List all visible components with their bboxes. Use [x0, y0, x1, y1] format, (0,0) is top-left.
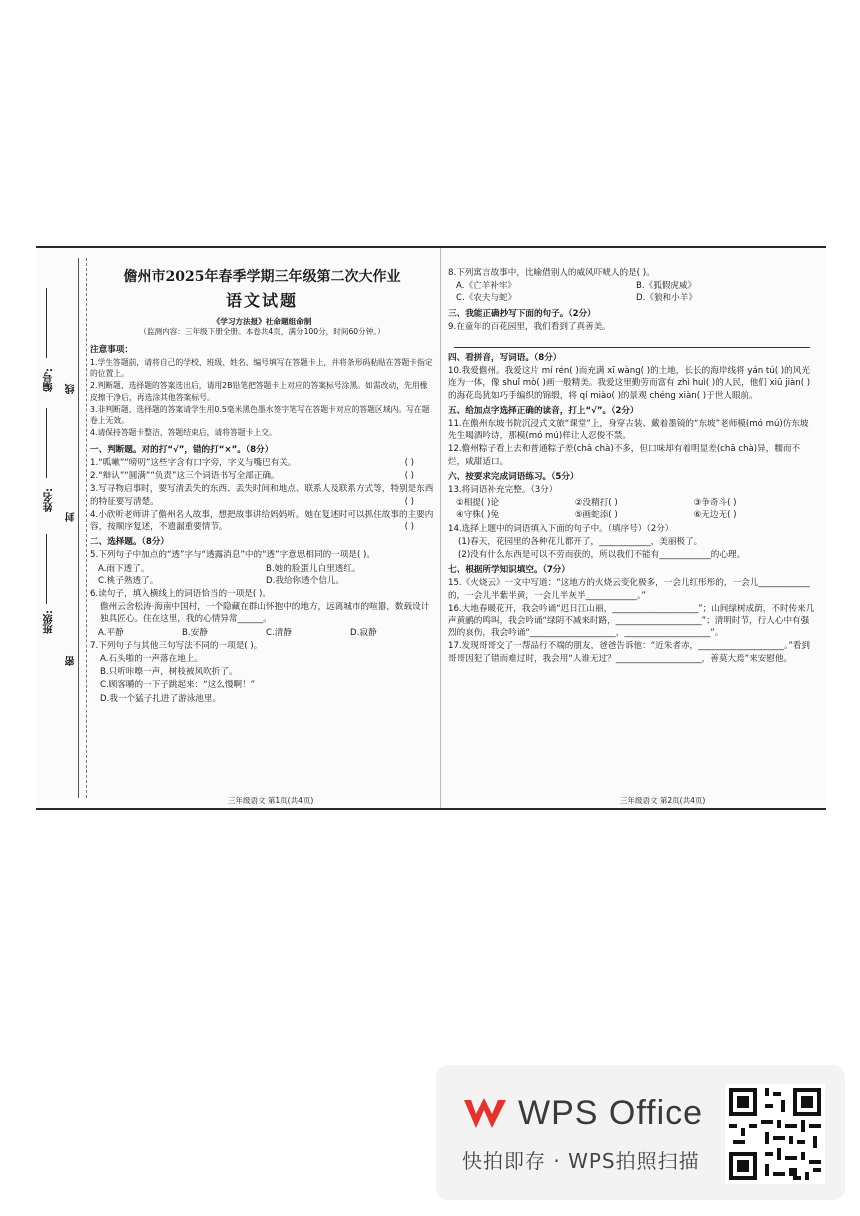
- option-d: D.我给你透个信儿。: [266, 575, 345, 586]
- question-10: 10.我爱儋州。我爱这片 mí rén( )而充满 xī wàng( )的土地，长长的海岸线将 yán tú( )的风光连为一体，像 shuǐ mò( )画一般精美。我爱这里勤劳而富有 zhì huì( )的人民，他们 xiū jiàn( )的海花岛犹如巧手编织的锦缎，将 qí miào( )的景观 chéng xiàn( )于世人眼前。: [448, 366, 811, 401]
- question-14-line-2: (2)没有什么东西是可以不劳而获的，所以我们不能有____________的心理。: [458, 550, 746, 561]
- cut-mark-seal: 封: [66, 512, 77, 522]
- note-4: 4.请保持答题卡整洁，答题结束后，请将答题卡上交。: [90, 427, 277, 437]
- page-1-footer: 三年级语文 第1页(共4页): [228, 796, 314, 805]
- cut-mark-line: 线: [66, 384, 77, 394]
- section-5-heading: 五、给加点字选择正确的读音，打上“√”。（2分）: [448, 405, 639, 416]
- section-2-heading: 二、选择题。（8分）: [90, 537, 170, 548]
- idiom-item: ⑥无边无( ): [693, 510, 737, 521]
- wps-brand-name: WPS Office: [518, 1094, 704, 1132]
- section-7-heading: 七、根据所学知识填空。（7分）: [448, 565, 570, 576]
- question-5: 5.下列句子中加点的“透”字与“透露消息”中的“透”字意思相同的一项是( )。: [90, 550, 375, 561]
- exam-subtitle: 语文试题: [225, 290, 298, 310]
- exam-title: 儋州市2025年春季学期三年级第二次大作业: [123, 269, 401, 285]
- option-d: D.《狼和小羊》: [636, 293, 697, 304]
- question-7: 7.下列句子与其他三句写法不同的一项是( )。: [90, 640, 263, 651]
- wps-logo-icon: [462, 1096, 512, 1132]
- option-c: C.顾客嚼的一下子跳起来：“这么慢啊！”: [100, 680, 256, 691]
- binding-margin: [36, 248, 94, 808]
- question-6: 6.读句子，填入横线上的词语恰当的一项是( )。: [90, 589, 271, 600]
- question-8: 8.下列寓言故事中，比喻借别人的威风吓唬人的是( )。: [448, 268, 655, 278]
- scanned-exam-paper: [36, 246, 826, 810]
- answer-paren: ( ): [404, 458, 414, 468]
- question-6-options: [90, 627, 434, 639]
- note-1: 1.学生答题前，请将自己的学校、班级、姓名、编号填写在答题卡上，并将条形码粘贴在答题卡指定的位置上。: [90, 358, 433, 379]
- question-3: [90, 483, 434, 507]
- option-c: C.桃子熟透了。: [98, 575, 159, 586]
- idiom-item: ⑤画蛇添( ): [574, 510, 618, 521]
- answer-paren: ( ): [404, 522, 414, 533]
- exam-scope: （监测内容：三年级下册全册。本卷共4页，满分100分，时间60分钟。）: [139, 327, 385, 337]
- question-4-text: 4.小欣听老师讲了儋州名人故事，想把故事讲给妈妈听。她在复述时可以抓住故事的主要内容，按顺序复述，不遗漏重要情节。: [90, 509, 434, 533]
- question-9: 9.在童年的百花园里，我们看到了真善美。: [448, 321, 611, 332]
- question-11: 11.在儋州东坡书院沉浸式文旅“课堂”上，身穿古装、戴着墨镜的“东坡”老师模(mó mú)仿东坡先生喝酒吟诗，那模(mó mú)样让人忍俊不禁。: [448, 419, 809, 442]
- number-field: [46, 288, 47, 358]
- margin-label-name: 姓名:: [44, 488, 55, 512]
- copy-answer-line: [454, 335, 810, 348]
- question-3-text: 3.写寻物启事时，要写清丢失的东西、丢失时间和地点、联系人及联系方式等，特别是东西的特征要写清楚。: [90, 484, 434, 507]
- question-15: 15.《火烧云》一文中写道：“这地方的火烧云变化极多，一会儿红彤彤的，一会儿____________的，一会儿半紫半黄，一会儿半灰半____________。”: [448, 578, 810, 601]
- name-field: [46, 408, 47, 478]
- question-13: 13.将词语补充完整。（3分）: [448, 485, 558, 496]
- answer-paren: ( ): [404, 471, 414, 482]
- section-4-heading: 四、看拼音，写词语。（8分）: [448, 353, 562, 364]
- option-c: C.《农夫与蛇》: [456, 293, 517, 304]
- question-14: 14.选择上题中的词语填入下面的句子中。（填序号）（2分）: [448, 523, 674, 534]
- idiom-item: ①相提( )论: [456, 498, 499, 509]
- option-b: B.只听咔嚓一声，树枝被风吹折了。: [100, 667, 238, 678]
- question-6-passage: 儋州云舍松涛·海南中国村，一个隐藏在群山怀抱中的地方，远离城市的喧嚣，数载设计独具匠心。住在这里，我的心情异常______。: [100, 602, 430, 625]
- option-b: B.安静: [182, 627, 208, 638]
- wps-logo: [462, 1094, 703, 1133]
- option-a: A.《亡羊补牢》: [456, 281, 517, 292]
- page-2-footer: 三年级语文 第2页(共4页): [620, 796, 706, 805]
- class-field: [46, 534, 47, 604]
- question-4: [90, 509, 434, 533]
- idiom-item: ③争奇斗( ): [693, 498, 737, 509]
- qr-code: [725, 1084, 825, 1184]
- option-d: D.寂静: [350, 627, 377, 638]
- question-1: [90, 457, 434, 469]
- margin-label-number: 编号:: [44, 368, 55, 392]
- question-14-line-1: (1)春天，花园里的各种花儿都开了，____________，美丽极了。: [458, 536, 703, 547]
- idiom-item: ②没精打( ): [574, 498, 618, 509]
- option-c: C.清静: [266, 627, 292, 638]
- answer-paren: ( ): [404, 496, 414, 507]
- question-17: 17.发现哥哥交了一帮品行不端的朋友，爸爸告诉他：“近朱者赤，____________________。”看到哥哥因犯了错而难过时，我会用“人谁无过？____________________，善莫大焉”来安慰他。: [448, 641, 811, 664]
- section-1-heading: 一、判断题。对的打“√”，错的打“×”。（8分）: [90, 444, 274, 455]
- section-3-heading: 三、我能正确抄写下面的句子。（2分）: [448, 308, 596, 319]
- binding-line: [78, 258, 79, 798]
- notes-heading: 注意事项：: [90, 345, 133, 356]
- note-3: 3.非判断题、选择题的答案请学生用0.5毫米黑色墨水签字笔写在答题卡对应的答题区域内。写在题卷上无效。: [90, 404, 430, 425]
- question-2: [90, 470, 434, 482]
- question-13-items: [448, 497, 816, 521]
- question-16: 16.大地春暖花开，我会吟诵“迟日江山丽，____________________”；山间绿树成荫，不时传来几声黄鹂的鸣叫，我会吟诵“绿阴不减来时路，____________________”；清明时节，行人心中有强烈的哀伤，我会吟诵“____________________，____________________”。: [448, 603, 815, 639]
- binding-dashed-line: [86, 258, 87, 798]
- question-8-options: [448, 280, 816, 304]
- cut-mark-secret: 密: [66, 656, 77, 666]
- question-5-options: [90, 563, 434, 587]
- idiom-item: ④守株( )兔: [456, 510, 499, 521]
- question-2-text: 2.“辩认”“圆满”“负责”这三个词语书写全部正确。: [90, 471, 280, 482]
- note-2: 2.判断题、选择题的答案选出后，请用2B铅笔把答题卡上对应的答案标号涂黑。如需改动，先用橡皮擦干净后，再选涂其他答案标号。: [90, 381, 428, 402]
- margin-label-class: 班级:: [44, 610, 55, 634]
- option-b: B.《狐假虎威》: [636, 281, 697, 292]
- option-d: D.我一个猛子扎进了游泳池里。: [100, 693, 222, 704]
- section-6-heading: 六、按要求完成词语练习。（5分）: [448, 471, 579, 482]
- wps-watermark-card: [436, 1065, 845, 1200]
- option-a: A.雨下透了。: [98, 563, 150, 574]
- question-12: 12.儋州粽子看上去和普通粽子差(chā chà)不多，但口味却有着明显差(chā chà)异，糯而不烂，咸甜适口。: [448, 444, 801, 467]
- page-2: [448, 266, 816, 666]
- page-divider: [440, 248, 441, 808]
- publisher: 《学习方法报》社命题组命制: [212, 316, 312, 326]
- wps-slogan: 快拍即存 · WPS拍照扫描: [462, 1149, 700, 1173]
- question-1-text: 1.“呱嗽”“嗙叨”这些字含有口字旁，字义与嘴巴有关。: [90, 458, 297, 468]
- option-a: A.石头啪的一声落在地上。: [100, 654, 203, 665]
- option-b: B.她的脸蛋儿白里透红。: [266, 563, 361, 574]
- option-a: A.平静: [98, 627, 124, 638]
- page-1: [90, 266, 434, 706]
